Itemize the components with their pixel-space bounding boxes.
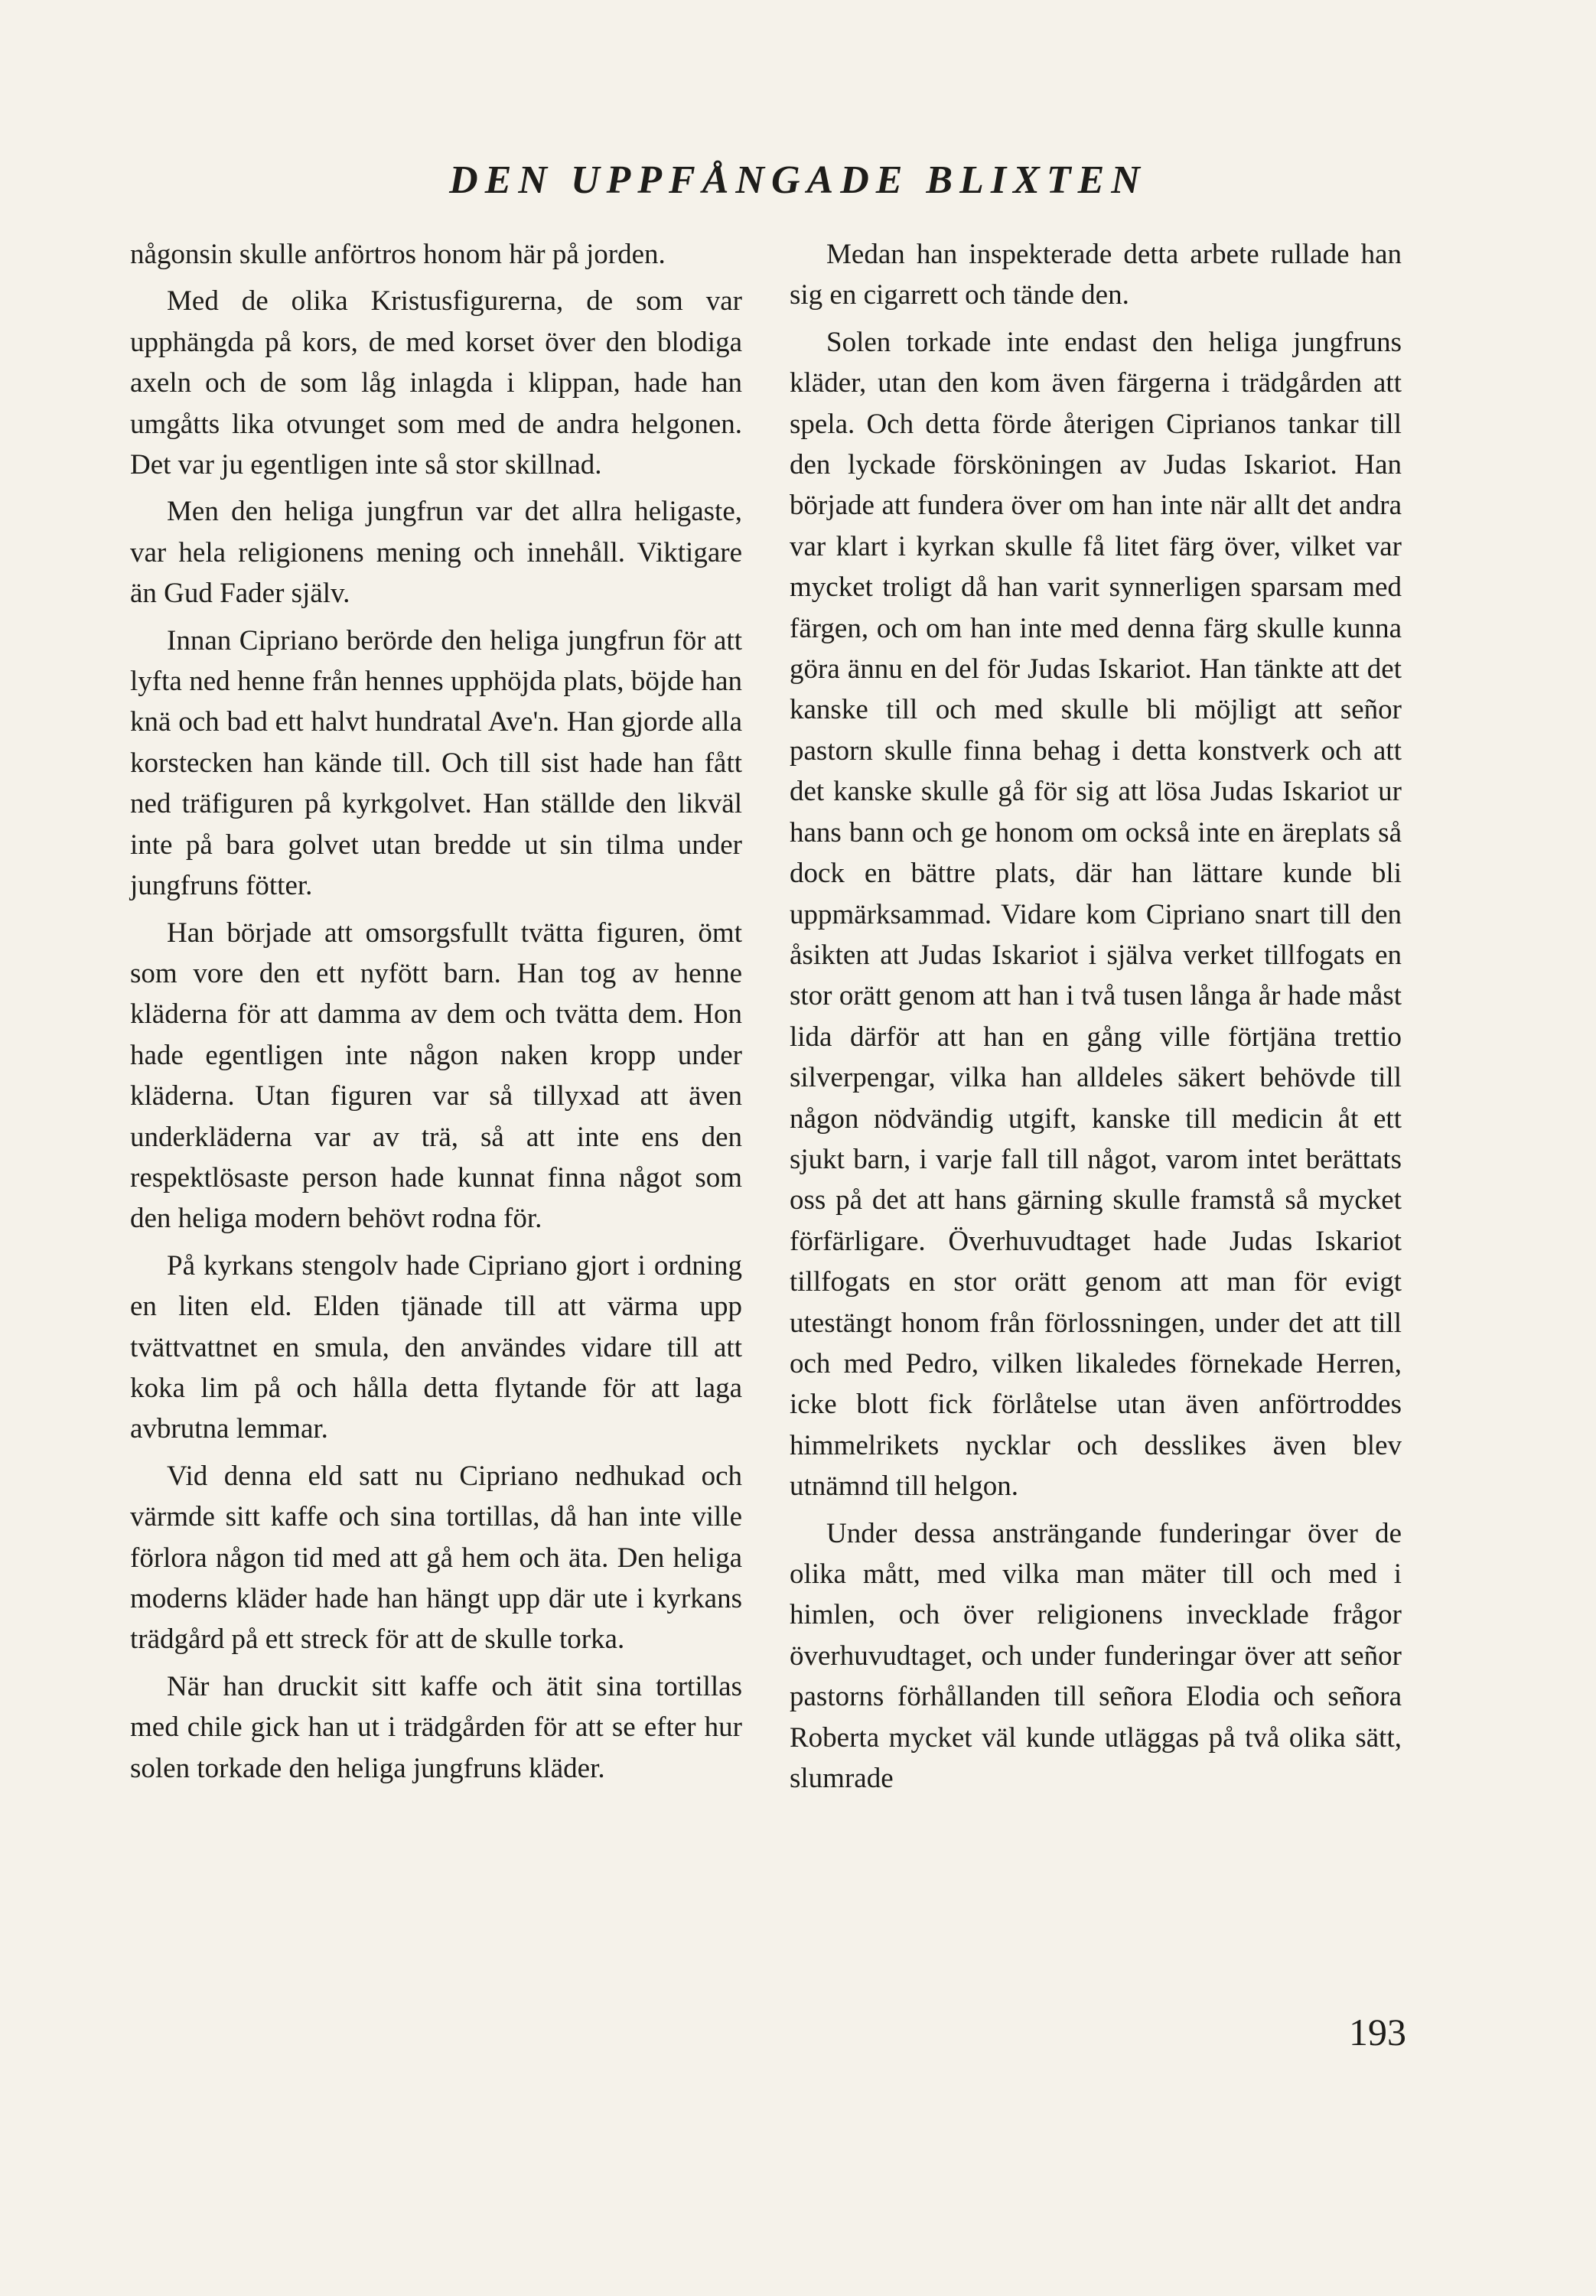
paragraph: På kyrkans stengolv hade Cipriano gjort i ordning en liten eld. Elden tjänade till att värma upp tvättvattnet en smula, den användes vidare till att koka lim på och hålla detta flytande för att laga avbrutna lemmar.: [130, 1249, 742, 1445]
paragraph: Han började att omsorgsfullt tvätta figuren, ömt som vore den ett nyfött barn. Han tog av henne kläderna för att damma av dem och tvätta dem. Hon hade egentligen inte någon naken kropp under kläderna. Utan figuren var så tillyxad att även underkläderna var av trä, så att inte ens den respektlösaste person hade kunnat finna något som den heliga modern behövt rodna för.: [130, 917, 742, 1235]
paragraph: Medan han inspekterade detta arbete rullade han sig en cigarrett och tände den.: [790, 239, 1402, 311]
paragraph: Innan Cipriano berörde den heliga jungfrun för att lyfta ned henne från hennes upphöjda plats, böjde han knä och bad ett halvt hundratal Ave'n. Han gjorde alla korstecken han kände till. Och till sist hade han fått ned träfiguren på kyrkgolvet. Han ställde den likväl inte på bara golvet utan bredde ut sin tilma under jungfruns fötter.: [130, 624, 742, 902]
paragraph: Men den heliga jungfrun var det allra heligaste, var hela religionens mening och innehåll. Viktigare än Gud Fader själv.: [130, 496, 742, 610]
left-column: [130, 234, 742, 1795]
paragraph: Solen torkade inte endast den heliga jungfruns kläder, utan den kom även färgerna i trädgården att spela. Och detta förde återigen Ciprianos tankar till den lyckade försköningen av Judas Iskariot. Han började att fundera över om han inte när allt det andra var klart i kyrkan skulle få litet färg över, vilket var mycket troligt då han varit synnerligen sparsam med färgen, och om han inte med denna färg skulle kunna göra ännu en del för Judas Iskariot. Han tänkte att det kanske till och med skulle bli möjligt att señor pastorn skulle finna behag i detta konstverk och att det kanske skulle gå för sig att lösa Judas Iskariot ur hans bann och ge honom om också inte en äreplats så dock en bättre plats, där han lättare kunde bli uppmärksammad. Vidare kom Cipriano snart till den åsikten att Judas Iskariot i själva verket tillfogats en stor orätt genom att han i två tusen långa år hade måst lida därför att han en gång ville förtjäna trettio silverpengar, vilka han alldeles säkert behövde till någon nödvändig utgift, kanske till medicin åt ett sjukt barn, i varje fall till något, varom intet berättats oss på det att hans gärning skulle framstå så mycket förfärligare. Överhuvudtaget hade Judas Iskariot tillfogats en stor orätt genom att man för evigt utestängt honom från förlossningen, under det att till och med Pedro, vilken likaledes förnekade Herren, icke blott fick förlåtelse utan även anförtroddes himmelrikets nycklar och desslikes även blev utnämnd till helgon.: [790, 326, 1402, 1503]
paragraph: Vid denna eld satt nu Cipriano nedhukad och värmde sitt kaffe och sina tortillas, då han inte ville förlora någon tid med att gå hem och äta. Den heliga moderns kläder hade han hängt upp där ute i kyrkans trädgård på ett streck för att de skulle torka.: [130, 1460, 742, 1656]
running-head: DEN UPPFÅNGADE BLIXTEN: [449, 158, 1147, 202]
paragraph: någonsin skulle anförtros honom här på jorden.: [130, 239, 666, 270]
page-number: 193: [1349, 2011, 1406, 2053]
paragraph: Med de olika Kristusfigurerna, de som var upphängda på kors, de med korset över den blodiga axeln och de som låg inlagda i klippan, hade han umgåtts lika otvunget som med de andra helgonen. Det var ju egentligen inte så stor skillnad.: [130, 285, 742, 481]
paragraph: När han druckit sitt kaffe och ätit sina tortillas med chile gick han ut i trädgården för att se efter hur solen torkade den heliga jungfruns kläder.: [130, 1670, 742, 1784]
paragraph: Under dessa ansträngande funderingar över de olika mått, med vilka man mäter till och med i himlen, och över religionens invecklade frågor överhuvudtaget, och under funderingar över att señor pastorns förhållanden till señora Elodia och señora Roberta mycket väl kunde utläggas på två olika sätt, slumrade: [790, 1517, 1402, 1795]
right-column: [790, 234, 1402, 1805]
